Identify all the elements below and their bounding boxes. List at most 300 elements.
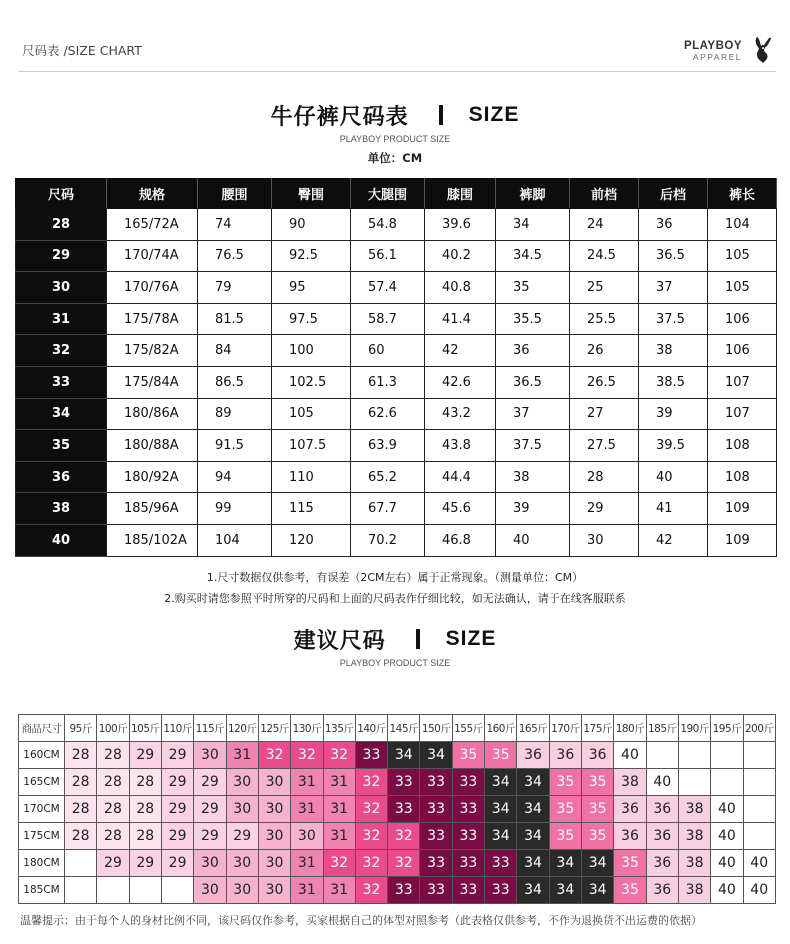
table-cell: 115: [272, 493, 351, 525]
table-cell: 28: [570, 461, 639, 493]
table-row: [19, 877, 776, 904]
size-recommend-cell: 33: [388, 877, 420, 904]
weight-header-cell: 150斤: [420, 715, 452, 742]
size-recommend-cell: 33: [420, 823, 452, 850]
size-recommend-cell: 33: [452, 796, 484, 823]
table-cell: 62.6: [351, 398, 425, 430]
size-recommend-cell: 28: [97, 742, 129, 769]
size-recommend-cell: 33: [452, 850, 484, 877]
weight-header-cell: 185斤: [646, 715, 678, 742]
table-row: [16, 461, 777, 493]
height-label-cell: 160CM: [19, 742, 65, 769]
table-cell: 107.5: [272, 430, 351, 462]
size-recommend-cell: 36: [614, 796, 646, 823]
table-cell: 76.5: [198, 240, 272, 272]
note-1: 1.尺寸数据仅供参考，有误差（2CM左右）属于正常现象。（测量单位：CM）: [206, 571, 584, 584]
size-table-body: [16, 209, 777, 557]
table-cell: 34: [496, 209, 570, 241]
size-recommend-cell: 30: [258, 796, 290, 823]
size-recommend-cell: 30: [258, 823, 290, 850]
table-cell: 109: [708, 493, 777, 525]
size-recommend-cell: 28: [97, 796, 129, 823]
size-recommend-cell: 32: [291, 742, 323, 769]
size-chart-unit: 单位：CM: [367, 151, 423, 165]
table-cell: 170/74A: [107, 240, 198, 272]
size-recommend-cell: 29: [161, 796, 193, 823]
size-recommend-cell: [743, 742, 775, 769]
size-table-header-cell: 膝围: [425, 179, 496, 209]
size-recommend-cell: 31: [291, 769, 323, 796]
footer-tip: 温馨提示：由于每个人的身材比例不同，该尺码仅作参考，买家根据自己的体型对照参考（此表格仅供参考，不作为退换货不出运费的依据）: [20, 914, 702, 927]
weight-header-cell: 100斤: [97, 715, 129, 742]
table-cell: 107: [708, 398, 777, 430]
size-recommend-cell: 34: [517, 823, 549, 850]
weight-header-cell: 125斤: [258, 715, 290, 742]
table-cell: 175/78A: [107, 303, 198, 335]
size-recommend-cell: 36: [646, 796, 678, 823]
title-separator: [416, 629, 420, 649]
size-recommend-cell: 28: [129, 796, 161, 823]
table-cell: 185/96A: [107, 493, 198, 525]
table-cell: 175/82A: [107, 335, 198, 367]
size-recommend-cell: 29: [161, 769, 193, 796]
table-cell: 110: [272, 461, 351, 493]
table-row: [19, 823, 776, 850]
size-recommend-cell: 33: [452, 823, 484, 850]
size-recommend-cell: 32: [388, 823, 420, 850]
breadcrumb: 尺码表 /SIZE CHART: [22, 43, 142, 58]
size-recommend-cell: 30: [258, 769, 290, 796]
size-recommend-cell: 34: [549, 850, 581, 877]
table-cell: 109: [708, 524, 777, 556]
size-recommend-cell: [65, 877, 97, 904]
table-cell: 40.8: [425, 272, 496, 304]
size-label-cell: 31: [16, 303, 107, 335]
size-recommend-cell: 28: [65, 769, 97, 796]
height-label-cell: 165CM: [19, 769, 65, 796]
weight-header-cell: 165斤: [517, 715, 549, 742]
size-recommend-cell: 31: [323, 877, 355, 904]
size-recommend-cell: 32: [258, 742, 290, 769]
table-cell: 39.5: [639, 430, 708, 462]
table-cell: 35: [496, 272, 570, 304]
brand-name: PLAYBOY: [683, 40, 742, 52]
table-cell: 70.2: [351, 524, 425, 556]
size-label-cell: 34: [16, 398, 107, 430]
size-recommend-cell: 33: [452, 769, 484, 796]
table-cell: 180/88A: [107, 430, 198, 462]
size-recommend-cell: 34: [485, 823, 517, 850]
table-cell: 36: [496, 335, 570, 367]
size-recommend-cell: [678, 742, 710, 769]
size-recommend-cell: 34: [517, 769, 549, 796]
table-row: [16, 209, 777, 241]
size-recommend-cell: 33: [452, 877, 484, 904]
table-cell: 105: [708, 272, 777, 304]
size-label-cell: 28: [16, 209, 107, 241]
size-recommend-cell: 30: [291, 823, 323, 850]
table-cell: 107: [708, 366, 777, 398]
size-recommend-cell: 34: [517, 877, 549, 904]
height-label-cell: 170CM: [19, 796, 65, 823]
table-cell: 58.7: [351, 303, 425, 335]
table-row: [16, 272, 777, 304]
table-row: [19, 769, 776, 796]
size-table-header-cell: 臀围: [272, 179, 351, 209]
weight-header-cell: 195斤: [711, 715, 743, 742]
size-table: [15, 178, 777, 557]
table-cell: 26.5: [570, 366, 639, 398]
size-recommend-cell: 31: [323, 823, 355, 850]
table-cell: 39: [639, 398, 708, 430]
height-label-cell: 185CM: [19, 877, 65, 904]
size-table-header-cell: 规格: [107, 179, 198, 209]
title-separator: [439, 105, 443, 125]
table-cell: 63.9: [351, 430, 425, 462]
size-recommend-cell: 30: [194, 877, 226, 904]
size-table-header: [16, 179, 777, 209]
table-cell: 79: [198, 272, 272, 304]
table-cell: 37.5: [496, 430, 570, 462]
recommend-table-header: [19, 715, 776, 742]
table-cell: 43.8: [425, 430, 496, 462]
size-label-cell: 36: [16, 461, 107, 493]
size-recommend-cell: 33: [355, 742, 387, 769]
size-chart-subtitle: PLAYBOY PRODUCT SIZE: [339, 134, 451, 144]
table-cell: 42: [639, 524, 708, 556]
brand-sub: APPAREL: [692, 52, 742, 62]
size-recommend-cell: 35: [614, 877, 646, 904]
table-cell: 95: [272, 272, 351, 304]
table-cell: 36: [639, 209, 708, 241]
size-recommend-cell: 28: [65, 796, 97, 823]
table-cell: 41: [639, 493, 708, 525]
size-recommend-cell: 29: [194, 769, 226, 796]
table-cell: 105: [708, 240, 777, 272]
table-cell: 37: [496, 398, 570, 430]
size-recommend-cell: 30: [226, 769, 258, 796]
size-recommend-cell: 40: [711, 850, 743, 877]
size-recommend-cell: 33: [388, 769, 420, 796]
recommend-title-en: SIZE: [445, 627, 497, 650]
size-recommend-cell: [97, 877, 129, 904]
size-recommend-cell: 40: [614, 742, 646, 769]
size-recommend-cell: [711, 742, 743, 769]
table-row: [16, 430, 777, 462]
table-row: [19, 742, 776, 769]
table-cell: 43.2: [425, 398, 496, 430]
size-recommend-cell: 36: [646, 877, 678, 904]
size-recommend-cell: 34: [485, 769, 517, 796]
table-cell: 89: [198, 398, 272, 430]
size-recommend-cell: 32: [323, 850, 355, 877]
table-cell: 106: [708, 335, 777, 367]
size-recommend-cell: 28: [129, 769, 161, 796]
size-recommend-cell: 29: [97, 850, 129, 877]
size-recommend-cell: 33: [420, 769, 452, 796]
size-recommend-cell: 28: [97, 769, 129, 796]
size-recommend-cell: 40: [743, 877, 775, 904]
size-recommend-cell: 35: [452, 742, 484, 769]
table-cell: 81.5: [198, 303, 272, 335]
size-recommend-cell: 31: [291, 796, 323, 823]
weight-header-cell: 175斤: [582, 715, 614, 742]
table-cell: 67.7: [351, 493, 425, 525]
page-header: [0, 0, 790, 72]
table-cell: 61.3: [351, 366, 425, 398]
table-cell: 102.5: [272, 366, 351, 398]
weight-header-cell: 155斤: [452, 715, 484, 742]
table-cell: 104: [708, 209, 777, 241]
table-cell: 24: [570, 209, 639, 241]
size-recommend-cell: 32: [355, 769, 387, 796]
size-recommend-cell: 30: [226, 796, 258, 823]
weight-header-cell: 160斤: [485, 715, 517, 742]
size-recommend-cell: 38: [614, 769, 646, 796]
size-recommend-cell: 29: [161, 742, 193, 769]
table-row: [16, 524, 777, 556]
size-recommend-cell: 30: [258, 850, 290, 877]
table-row: [16, 303, 777, 335]
size-recommend-cell: 29: [161, 850, 193, 877]
recommend-table: [18, 714, 776, 904]
table-cell: 38: [496, 461, 570, 493]
size-recommend-cell: 30: [194, 742, 226, 769]
size-table-header-cell: 裤脚: [496, 179, 570, 209]
size-recommend-cell: 36: [517, 742, 549, 769]
table-cell: 91.5: [198, 430, 272, 462]
recommend-subtitle: PLAYBOY PRODUCT SIZE: [339, 658, 451, 668]
table-cell: 65.2: [351, 461, 425, 493]
size-recommend-cell: [129, 877, 161, 904]
table-cell: 42.6: [425, 366, 496, 398]
size-recommend-cell: 30: [226, 850, 258, 877]
recommend-table-body: [19, 742, 776, 904]
table-cell: 54.8: [351, 209, 425, 241]
size-recommend-cell: 32: [355, 796, 387, 823]
table-cell: 105: [272, 398, 351, 430]
size-recommend-cell: 30: [194, 850, 226, 877]
header-divider: [18, 71, 776, 72]
size-recommend-cell: 29: [161, 823, 193, 850]
recommend-title-block: [0, 624, 790, 668]
size-recommend-cell: 32: [355, 877, 387, 904]
size-recommend-cell: 34: [420, 742, 452, 769]
table-cell: 40.2: [425, 240, 496, 272]
table-cell: 92.5: [272, 240, 351, 272]
weight-header-cell: 95斤: [65, 715, 97, 742]
size-recommend-cell: 34: [517, 796, 549, 823]
table-cell: 84: [198, 335, 272, 367]
table-cell: 29: [570, 493, 639, 525]
size-recommend-cell: 35: [582, 823, 614, 850]
weight-header-cell: 130斤: [291, 715, 323, 742]
size-recommend-cell: 35: [549, 769, 581, 796]
weight-header-cell: 190斤: [678, 715, 710, 742]
table-row: [16, 240, 777, 272]
size-recommend-cell: 35: [549, 796, 581, 823]
size-recommend-cell: 38: [678, 796, 710, 823]
size-recommend-cell: 40: [711, 796, 743, 823]
table-cell: 40: [639, 461, 708, 493]
weight-header-cell: 105斤: [129, 715, 161, 742]
size-recommend-cell: 28: [65, 823, 97, 850]
size-recommend-cell: 33: [485, 850, 517, 877]
weight-header-cell: 140斤: [355, 715, 387, 742]
size-recommend-cell: 38: [678, 850, 710, 877]
size-recommend-cell: 36: [646, 823, 678, 850]
size-table-header-cell: 后档: [639, 179, 708, 209]
size-recommend-cell: 31: [291, 877, 323, 904]
size-chart-title: 牛仔裤尺码表: [270, 104, 409, 130]
size-recommend-cell: 33: [420, 877, 452, 904]
size-recommend-cell: 40: [646, 769, 678, 796]
size-recommend-cell: [743, 823, 775, 850]
table-cell: 25.5: [570, 303, 639, 335]
table-cell: 120: [272, 524, 351, 556]
size-table-header-cell: 大腿围: [351, 179, 425, 209]
size-recommend-cell: 36: [646, 850, 678, 877]
table-cell: 170/76A: [107, 272, 198, 304]
table-row: [16, 366, 777, 398]
size-table-header-cell: 腰围: [198, 179, 272, 209]
height-label-cell: 175CM: [19, 823, 65, 850]
table-row: [19, 850, 776, 877]
size-recommend-cell: 30: [258, 877, 290, 904]
table-cell: 38.5: [639, 366, 708, 398]
size-label-cell: 35: [16, 430, 107, 462]
size-recommend-cell: 40: [711, 823, 743, 850]
size-recommend-cell: 38: [678, 823, 710, 850]
table-cell: 165/72A: [107, 209, 198, 241]
table-cell: 27.5: [570, 430, 639, 462]
table-cell: 44.4: [425, 461, 496, 493]
bunny-logo-icon: [751, 36, 775, 64]
table-cell: 180/86A: [107, 398, 198, 430]
size-recommend-cell: 32: [355, 850, 387, 877]
size-recommend-cell: 35: [549, 823, 581, 850]
size-label-cell: 30: [16, 272, 107, 304]
weight-header-cell: 120斤: [226, 715, 258, 742]
size-recommend-cell: 36: [582, 742, 614, 769]
size-recommend-cell: 31: [323, 769, 355, 796]
table-cell: 34.5: [496, 240, 570, 272]
table-cell: 104: [198, 524, 272, 556]
size-recommend-cell: 30: [226, 877, 258, 904]
size-recommend-cell: [65, 850, 97, 877]
size-recommend-cell: 35: [582, 796, 614, 823]
size-table-header-cell: 尺码: [16, 179, 107, 209]
size-recommend-cell: 35: [485, 742, 517, 769]
table-cell: 100: [272, 335, 351, 367]
note-2: 2.购买时请您参照平时所穿的尺码和上面的尺码表作仔细比较，如无法确认，请于在线客服联系: [164, 592, 626, 605]
size-chart-title-en: SIZE: [468, 103, 520, 126]
weight-header-cell: 145斤: [388, 715, 420, 742]
size-recommend-cell: [678, 769, 710, 796]
table-cell: 97.5: [272, 303, 351, 335]
size-recommend-cell: 31: [226, 742, 258, 769]
size-recommend-cell: 35: [582, 769, 614, 796]
brand-logo: [684, 40, 742, 62]
size-recommend-cell: 40: [711, 877, 743, 904]
table-cell: 27: [570, 398, 639, 430]
table-cell: 40: [496, 524, 570, 556]
size-recommend-cell: [743, 769, 775, 796]
size-recommend-cell: 34: [582, 850, 614, 877]
table-cell: 39: [496, 493, 570, 525]
weight-header-cell: 110斤: [161, 715, 193, 742]
size-recommend-cell: 29: [129, 742, 161, 769]
size-recommend-cell: 34: [485, 796, 517, 823]
table-cell: 45.6: [425, 493, 496, 525]
size-table-header-cell: 前档: [570, 179, 639, 209]
table-cell: 24.5: [570, 240, 639, 272]
table-cell: 74: [198, 209, 272, 241]
size-recommend-cell: 33: [420, 796, 452, 823]
table-cell: 99: [198, 493, 272, 525]
table-cell: 38: [639, 335, 708, 367]
size-recommend-cell: 38: [678, 877, 710, 904]
size-recommend-cell: [711, 769, 743, 796]
size-label-cell: 29: [16, 240, 107, 272]
size-recommend-cell: 34: [388, 742, 420, 769]
height-label-cell: 180CM: [19, 850, 65, 877]
size-chart-title-block: [0, 100, 790, 166]
table-cell: 108: [708, 461, 777, 493]
size-recommend-cell: 28: [97, 823, 129, 850]
weight-header-cell: 170斤: [549, 715, 581, 742]
table-cell: 108: [708, 430, 777, 462]
table-cell: 37.5: [639, 303, 708, 335]
table-cell: 94: [198, 461, 272, 493]
size-recommend-cell: 29: [194, 796, 226, 823]
size-recommend-cell: 34: [517, 850, 549, 877]
table-cell: 86.5: [198, 366, 272, 398]
size-table-header-cell: 裤长: [708, 179, 777, 209]
table-row: [16, 335, 777, 367]
weight-header-cell: 115斤: [194, 715, 226, 742]
table-row: [16, 398, 777, 430]
table-cell: 106: [708, 303, 777, 335]
table-row: [16, 493, 777, 525]
weight-header-cell: 135斤: [323, 715, 355, 742]
table-cell: 36.5: [639, 240, 708, 272]
size-recommend-cell: 29: [129, 850, 161, 877]
table-cell: 56.1: [351, 240, 425, 272]
size-recommend-cell: 40: [743, 850, 775, 877]
size-recommend-cell: 29: [194, 823, 226, 850]
size-recommend-cell: 32: [323, 742, 355, 769]
table-cell: 180/92A: [107, 461, 198, 493]
size-recommend-cell: 28: [65, 742, 97, 769]
recommend-corner-cell: 商品尺寸: [19, 715, 65, 742]
table-row: [19, 796, 776, 823]
size-recommend-cell: 36: [614, 823, 646, 850]
size-recommend-cell: [646, 742, 678, 769]
size-recommend-cell: 34: [582, 877, 614, 904]
size-recommend-cell: 33: [420, 850, 452, 877]
table-cell: 36.5: [496, 366, 570, 398]
size-recommend-cell: 29: [226, 823, 258, 850]
table-cell: 25: [570, 272, 639, 304]
size-label-cell: 38: [16, 493, 107, 525]
weight-header-cell: 200斤: [743, 715, 775, 742]
size-recommend-cell: 34: [549, 877, 581, 904]
size-label-cell: 40: [16, 524, 107, 556]
size-recommend-cell: 33: [485, 877, 517, 904]
size-recommend-cell: 28: [129, 823, 161, 850]
table-cell: 57.4: [351, 272, 425, 304]
